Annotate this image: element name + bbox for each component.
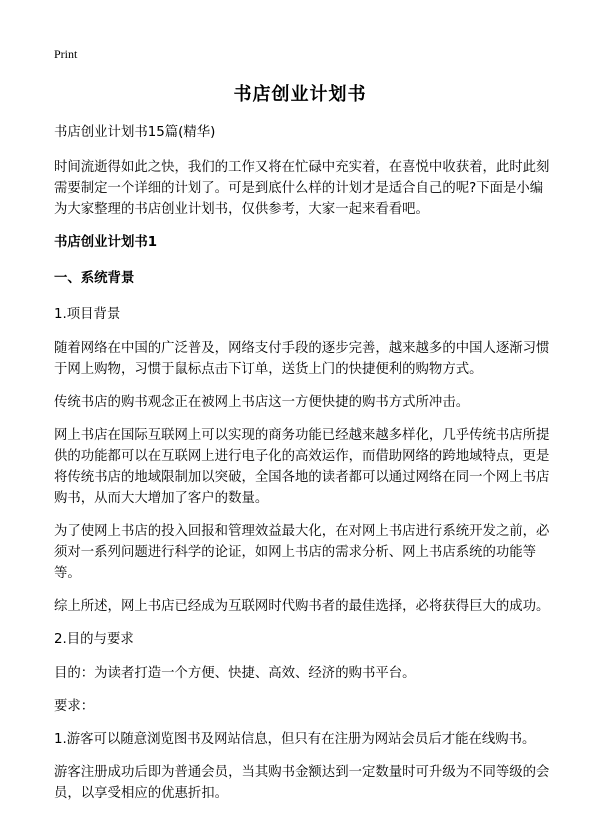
print-link[interactable]: Print: [54, 47, 78, 61]
part1-heading: 一、系统背景: [54, 271, 135, 286]
intro-paragraph: 时间流逝得如此之快，我们的工作又将在忙碌中充实着，在喜悦中收获着，此时此刻需要制定一个详细的计划了。可是到底什么样的计划才是适合自己的呢?下面是小编为大家整理的书店创业计划书，仅供参考，大家一起来看看吧。: [54, 160, 550, 217]
requirements-label: 要求：: [54, 699, 95, 714]
requirement-2: 游客注册成功后即为普通会员，当其购书金额达到一定数量时可升级为不同等级的会员，以享受相应的优惠折扣。: [54, 765, 550, 801]
document-subtitle: 书店创业计划书15篇(精华): [54, 125, 216, 140]
paragraph-3: 网上书店在国际互联网上可以实现的商务功能已经越来越多样化，几乎传统书店所提供的功能都可以在互联网上进行电子化的高效运作，而借助网络的跨地域特点，更是将传统书店的地域限制加以突破，全国各地的读者都可以通过网络在同一个网上书店购书，从而大大增加了客户的数量。: [54, 428, 550, 506]
item2-heading: 2.目的与要求: [54, 632, 134, 647]
document-body: [54, 122, 550, 816]
item1-heading: 1.项目背景: [54, 307, 121, 322]
paragraph-5: 综上所述，网上书店已经成为互联网时代购书者的最佳选择，必将获得巨大的成功。: [54, 599, 550, 614]
paragraph-2: 传统书店的购书观念正在被网上书店这一方便快捷的购书方式所冲击。: [54, 395, 470, 410]
paragraph-4: 为了使网上书店的投入回报和管理效益最大化，在对网上书店进行系统开发之前，必须对一系列问题进行科学的论证，如网上书店的需求分析、网上书店系统的功能等等。: [54, 524, 550, 581]
page-title: 书店创业计划书: [233, 84, 367, 105]
requirement-1: 1.游客可以随意浏览图书及网站信息，但只有在注册为网站会员后才能在线购书。: [54, 732, 536, 747]
section-title: 书店创业计划书1: [54, 235, 158, 250]
paragraph-1: 随着网络在中国的广泛普及，网络支付手段的逐步完善，越来越多的中国人逐渐习惯于网上购物，习惯于鼠标点击下订单，送货上门的快捷便利的购物方式。: [54, 341, 550, 377]
goal-paragraph: 目的：为读者打造一个方便、快捷、高效、经济的购书平台。: [54, 666, 416, 681]
